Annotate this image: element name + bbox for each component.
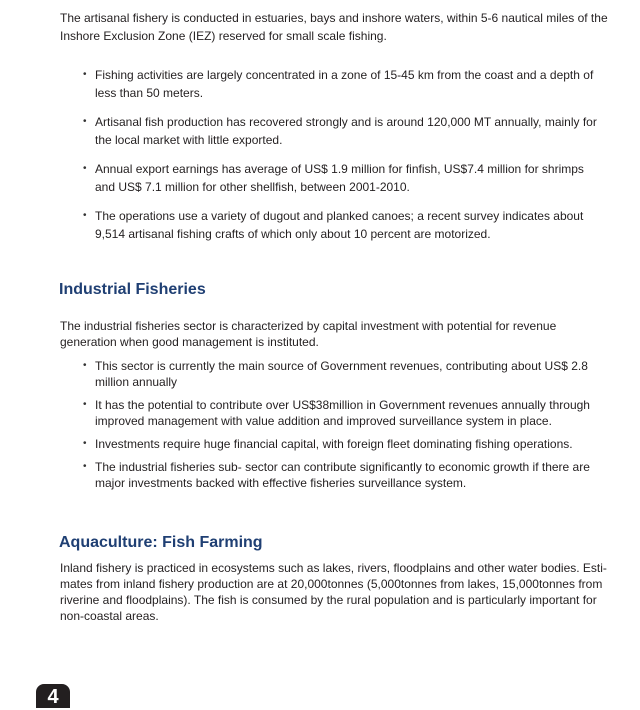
list-item: • The operations use a variety of dugout and planked canoes; a recent survey indicates about 9,514 artisanal fishing crafts of which only about 10 percent are motorized. bbox=[83, 207, 603, 243]
industrial-fisheries-heading: Industrial Fisheries bbox=[59, 281, 206, 298]
list-item: • Annual export earnings has average of US$ 1.9 million for finfish, US$7.4 million for shrimps and US$ 7.1 million for other shellfish, between 2001-2010. bbox=[83, 160, 603, 196]
list-item: • Investments require huge financial capital, with foreign fleet dominating fishing operations. bbox=[83, 436, 603, 452]
aquaculture-heading: Aquaculture: Fish Farming bbox=[59, 534, 263, 551]
list-item: • The industrial fisheries sub- sector can contribute significantly to economic growth if there are major investments backed with effective fisheries surveillance system. bbox=[83, 459, 603, 491]
list-item: • Fishing activities are largely concentrated in a zone of 15-45 km from the coast and a depth of less than 50 meters. bbox=[83, 66, 603, 102]
list-item: • Artisanal fish production has recovered strongly and is around 120,000 MT annually, mainly for the local market with little exported. bbox=[83, 113, 603, 149]
list-item: • It has the potential to contribute over US$38million in Government revenues annually through improved management with value addition and improved surveillance system in place. bbox=[83, 397, 603, 429]
page-number: 4 bbox=[36, 684, 70, 708]
list-item: • This sector is currently the main source of Government revenues, contributing about US$ 2.8 million annually bbox=[83, 358, 603, 390]
industrial-bullet-list bbox=[83, 358, 603, 498]
artisanal-intro-paragraph: The artisanal fishery is conducted in estuaries, bays and inshore waters, within 5-6 nautical miles of the Inshore Exclusion Zone (IEZ) reserved for small scale fishing. bbox=[60, 11, 608, 43]
artisanal-bullet-list bbox=[83, 66, 603, 254]
aquaculture-paragraph: Inland fishery is practiced in ecosystems such as lakes, rivers, floodplains and other water bodies. Esti-mates from inland fishery production are at 20,000tonnes (5,000tonnes from lakes, 15,000tonnes from riverine and floodplains). The fish is consumed by the rural population and is particularly important for non-coastal areas. bbox=[60, 561, 607, 623]
industrial-intro-paragraph: The industrial fisheries sector is characterized by capital investment with potential for revenue generation when good management is instituted. bbox=[60, 319, 557, 349]
